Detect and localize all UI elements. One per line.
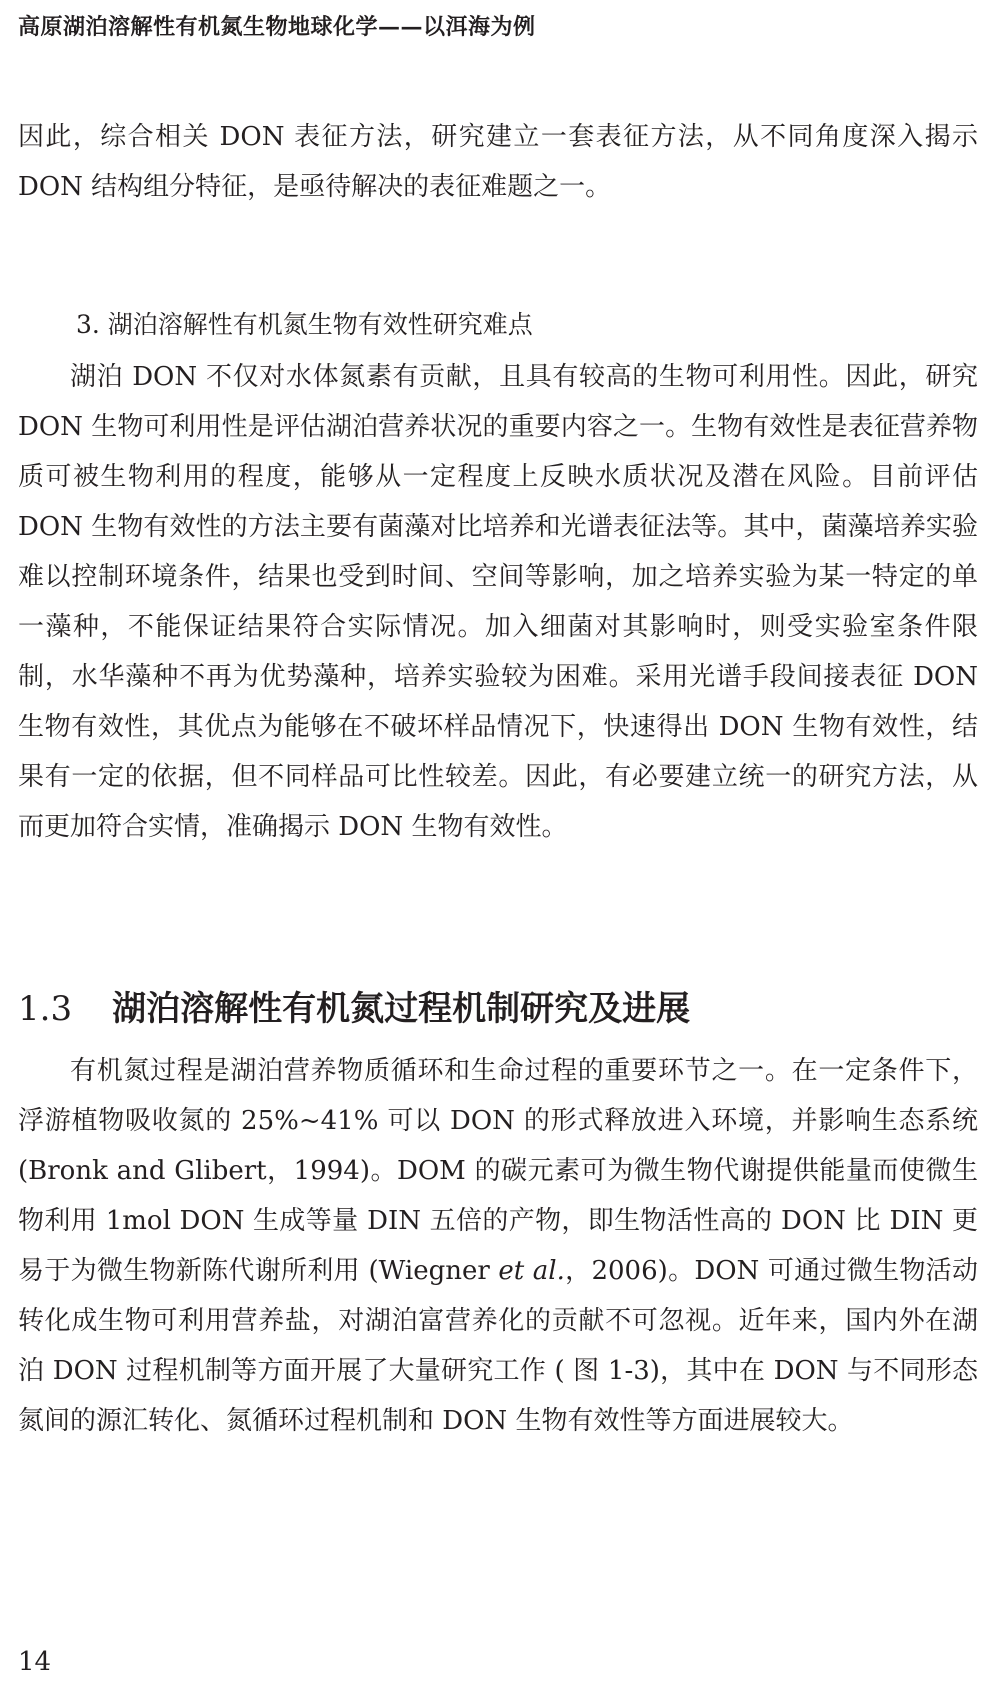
section-heading: [18, 984, 690, 1034]
paragraph-bioavailability: 湖泊 DON 不仅对水体氮素有贡献，且具有较高的生物可利用性。因此，研究 DON 生物可利用性是评估湖泊营养状况的重要内容之一。生物有效性是表征营养物质可被生物利用的程度，能够从一定程度上反映水质状况及潜在风险。目前评估 DON 生物有效性的方法主要有菌藻对比培养和光谱表征法等。其中，菌藻培养实验难以控制环境条件，结果也受到时间、空间等影响，加之培养实验为某一特定的单一藻种，不能保证结果符合实际情况。加入细菌对其影响时，则受实验室条件限制，水华藻种不再为优势藻种，培养实验较为困难。采用光谱手段间接表征 DON 生物有效性，其优点为能够在不破坏样品情况下，快速得出 DON 生物有效性，结果有一定的依据，但不同样品可比性较差。因此，有必要建立统一的研究方法，从而更加符合实情，准确揭示 DON 生物有效性。: [18, 362, 978, 842]
subheading: 3. 湖泊溶解性有机氮生物有效性研究难点: [76, 310, 533, 339]
paragraph-process: [18, 1046, 978, 1446]
paragraph-intro: 因此，综合相关 DON 表征方法，研究建立一套表征方法，从不同角度深入揭示 DON 结构组分特征，是亟待解决的表征难题之一。: [18, 122, 978, 202]
paragraph-process-text-2: ，2006)。DON 可通过微生物活动转化成生物可利用营养盐，对湖泊富营养化的贡献不可忽视。近年来，国内外在湖泊 DON 过程机制等方面开展了大量研究工作 ( 图 1-3)，其中在 DON 与不同形态氮间的源汇转化、氮循环过程机制和 DON 生物有效性等方面进展较大。: [18, 1256, 978, 1436]
section-number: 1.3: [18, 989, 73, 1029]
page-number: 14: [18, 1647, 52, 1677]
paragraph-process-italic: et al.: [498, 1256, 565, 1286]
section-title: 湖泊溶解性有机氮过程机制研究及进展: [112, 989, 691, 1029]
running-head: 高原湖泊溶解性有机氮生物地球化学——以洱海为例: [18, 14, 536, 40]
paragraph-process-text-1: 有机氮过程是湖泊营养物质循环和生命过程的重要环节之一。在一定条件下，浮游植物吸收氮的 25%~41% 可以 DON 的形式释放进入环境，并影响生态系统 (Bronk and Glibert，1994)。DOM 的碳元素可为微生物代谢提供能量而使微生物利用 1mol DON 生成等量 DIN 五倍的产物，即生物活性高的 DON 比 DIN 更易于为微生物新陈代谢所利用 (Wiegner: [18, 1056, 978, 1286]
